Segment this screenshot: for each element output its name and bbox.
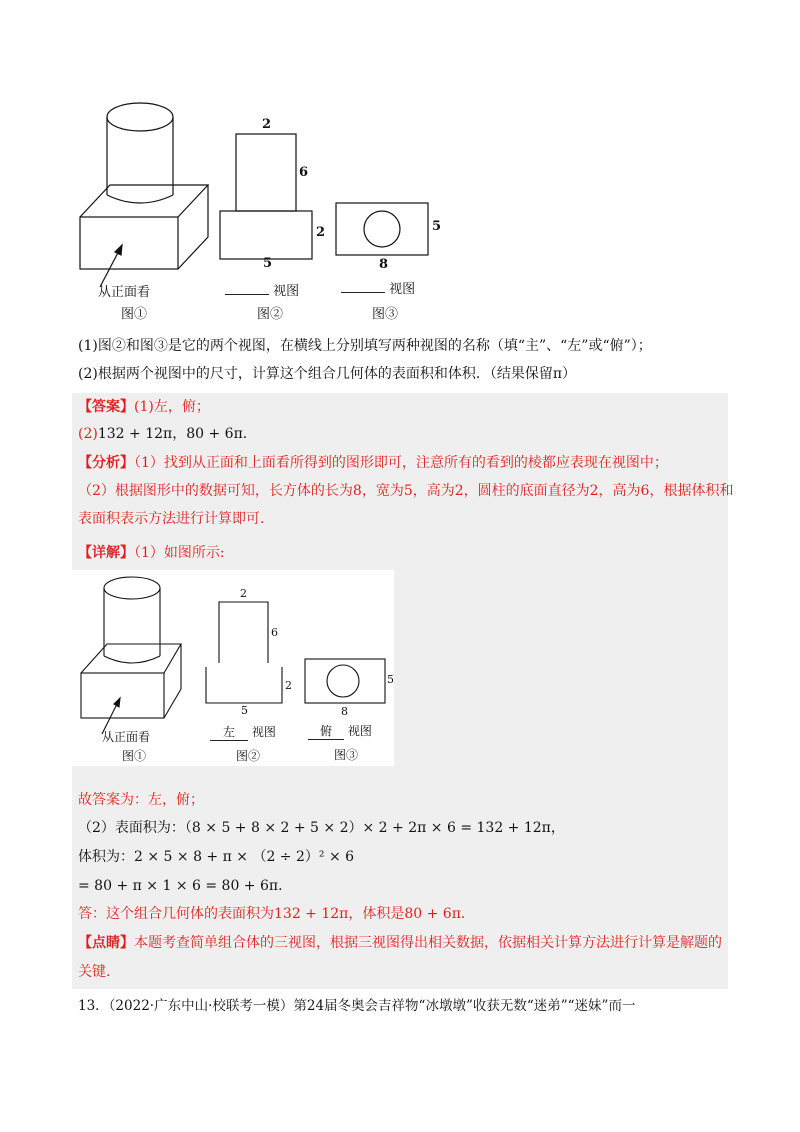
- detail-fig2-dim-top: 2: [240, 587, 247, 600]
- comment-line-1: [78, 933, 722, 953]
- answer-part2-prefix: (2): [78, 426, 98, 442]
- analysis-line-1: [78, 453, 668, 473]
- detail-fig3-dim-bottom: 8: [341, 705, 348, 718]
- next-question: 13．（2022·广东中山·校联考一模）第24届冬奥会吉祥物“冰墩墩”收获无数“迷弟”“迷妹”而一: [78, 998, 636, 1014]
- detail-fig2-blank: 左: [210, 723, 248, 741]
- analysis-tag: 【分析】: [78, 455, 134, 471]
- detail-volume-1: 体积为：2 × 5 × 8 + π × （2 ÷ 2）² × 6: [78, 849, 355, 865]
- box-top: [80, 185, 208, 217]
- detail-figure: [72, 570, 394, 766]
- fig2-dim-bottom: 5: [263, 256, 273, 271]
- detail-fig3-view-label: [308, 722, 372, 740]
- question-2: (2)根据两个视图中的尺寸，计算这个组合几何体的表面积和体积．（结果保留π）: [78, 366, 577, 382]
- comment-text-1: 本题考查简单组合体的三视图，根据三视图得出相关数据，依据相关计算方法进行计算是解题的: [134, 935, 722, 951]
- detail-fig3-blank: 俯: [308, 722, 344, 740]
- detail-final: 答：这个组合几何体的表面积为132 + 12π，体积是80 + 6π．: [78, 906, 475, 922]
- fig3-number: 图③: [372, 307, 399, 322]
- fig3-suffix: 视图: [389, 282, 416, 297]
- detail-fig2-dim-bottom: 5: [241, 704, 248, 717]
- detail-tag: 【详解】: [78, 545, 134, 561]
- fig3-blank: [341, 276, 385, 293]
- answer-part1: (1)左，俯；: [134, 399, 210, 415]
- detail-conclusion: 故答案为：左，俯；: [78, 792, 204, 808]
- detail-fig1-number: 图①: [122, 749, 147, 763]
- fig3-view-label: [341, 276, 415, 297]
- comment-tag: 【点睛】: [78, 935, 134, 951]
- fig2-view-label: [225, 278, 299, 299]
- detail-fig2-suffix: 视图: [251, 725, 276, 739]
- detail-fig3-dim-right: 5: [387, 673, 394, 686]
- box-front: [80, 217, 178, 269]
- detail-fig2-dim-right-lower: 2: [285, 679, 292, 692]
- fig2-blank: [225, 278, 269, 295]
- detail-fig2-dim-right-upper: 6: [271, 626, 278, 639]
- detail-volume-2: = 80 + π × 1 × 6 = 80 + 6π．: [78, 878, 293, 894]
- fig2-dim-right-upper: 6: [299, 165, 309, 180]
- fig1-number: 图①: [121, 307, 148, 322]
- fig2-dim-top: 2: [262, 117, 272, 132]
- fig2-dim-right-lower: 2: [316, 225, 326, 240]
- answer-line-1: [78, 397, 210, 417]
- detail-fig3-number: 图③: [334, 748, 359, 762]
- answer-line-2: [78, 424, 257, 444]
- detail-fig3-suffix: 视图: [347, 724, 372, 738]
- fig2-number: 图②: [257, 307, 284, 322]
- detail-area: （2）表面积为：（8 × 5 + 8 × 2 + 5 × 2）× 2 + 2π × 6 = 132 + 12π，: [78, 820, 565, 836]
- detail-fig2-number: 图②: [236, 749, 261, 763]
- detail-fig2-view-label: [210, 723, 276, 741]
- answer-tag: 【答案】: [78, 399, 134, 415]
- box-side: [178, 185, 208, 269]
- answer-part2-math: 132 + 12π，80 + 6π．: [97, 426, 257, 442]
- analysis-text-1: （1）找到从正面和上面看所得到的图形即可，注意所有的看到的棱都应表现在视图中；: [134, 455, 668, 471]
- fig3-dim-right: 5: [432, 219, 442, 234]
- fig3-dim-bottom: 8: [379, 257, 389, 272]
- question-1: (1)图②和图③是它的两个视图，在横线上分别填写两种视图的名称（填“主”、“左”或“俯”）；: [78, 338, 652, 354]
- detail-fig1-caption: 从正面看: [102, 730, 151, 744]
- analysis-line-2: （2）根据图形中的数据可知，长方体的长为8，宽为5，高为2，圆柱的底面直径为2，高为6，根据体积和: [78, 483, 734, 499]
- cylinder-top: [107, 103, 173, 131]
- detail-text-1: （1）如图所示:: [134, 545, 225, 561]
- fig1-caption: 从正面看: [98, 285, 151, 300]
- detail-line-1: [78, 543, 225, 563]
- top-figure: [70, 95, 450, 325]
- analysis-line-3: 表面积表示方法进行计算即可.: [78, 511, 265, 527]
- comment-line-2: 关键.: [78, 964, 111, 980]
- fig2-suffix: 视图: [273, 284, 300, 299]
